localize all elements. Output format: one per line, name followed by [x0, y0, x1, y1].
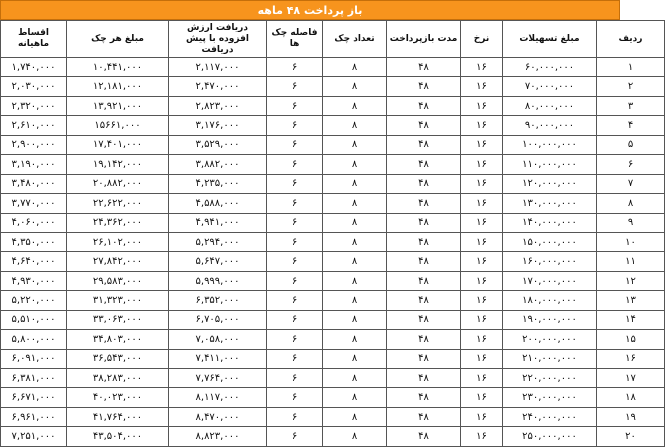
- cell-each-check-amount: ۲۶,۱۰۲,۰۰۰: [67, 232, 169, 251]
- cell-each-check-amount: ۴۱,۷۶۴,۰۰۰: [67, 407, 169, 426]
- cell-check-interval: ۶: [267, 194, 323, 213]
- cell-check-count: ۸: [323, 116, 387, 135]
- table-row: [1, 213, 665, 232]
- cell-check-count: ۸: [323, 58, 387, 77]
- cell-check-interval: ۶: [267, 155, 323, 174]
- table-row: [1, 58, 665, 77]
- table-row: [1, 427, 665, 446]
- cell-repayment-term: ۴۸: [387, 77, 461, 96]
- cell-repayment-term: ۴۸: [387, 427, 461, 446]
- cell-check-interval: ۶: [267, 271, 323, 290]
- cell-row-number: ۱۵: [597, 330, 665, 349]
- cell-check-interval: ۶: [267, 213, 323, 232]
- cell-repayment-term: ۴۸: [387, 155, 461, 174]
- cell-rate: ۱۶: [461, 174, 503, 193]
- cell-check-count: ۸: [323, 194, 387, 213]
- table-title: باز پرداخت ۴۸ ماهه: [0, 0, 620, 20]
- cell-each-check-amount: ۳۴,۸۰۳,۰۰۰: [67, 330, 169, 349]
- cell-loan-amount: ۲۳۰,۰۰۰,۰۰۰: [503, 388, 597, 407]
- header-row: [1, 21, 665, 58]
- table-row: [1, 194, 665, 213]
- cell-rate: ۱۶: [461, 407, 503, 426]
- cell-check-count: ۸: [323, 407, 387, 426]
- cell-each-check-amount: ۳۳,۰۶۳,۰۰۰: [67, 310, 169, 329]
- cell-added-value: ۵,۲۹۴,۰۰۰: [169, 232, 267, 251]
- cell-monthly-installment: ۴,۰۶۰,۰۰۰: [1, 213, 67, 232]
- cell-check-count: ۸: [323, 96, 387, 115]
- cell-added-value: ۶,۷۰۵,۰۰۰: [169, 310, 267, 329]
- cell-check-count: ۸: [323, 369, 387, 388]
- cell-rate: ۱۶: [461, 213, 503, 232]
- cell-added-value: ۳,۸۸۲,۰۰۰: [169, 155, 267, 174]
- table-row: [1, 271, 665, 290]
- cell-loan-amount: ۱۰۰,۰۰۰,۰۰۰: [503, 135, 597, 154]
- cell-row-number: ۱۱: [597, 252, 665, 271]
- cell-added-value: ۲,۴۷۰,۰۰۰: [169, 77, 267, 96]
- cell-row-number: ۱۰: [597, 232, 665, 251]
- cell-check-count: ۸: [323, 174, 387, 193]
- header-row-number: ردیف: [597, 21, 665, 58]
- header-monthly-installment: اقساط ماهیانه: [1, 21, 67, 58]
- cell-check-count: ۸: [323, 232, 387, 251]
- cell-loan-amount: ۸۰,۰۰۰,۰۰۰: [503, 96, 597, 115]
- header-each-check-amount: مبلغ هر چک: [67, 21, 169, 58]
- cell-monthly-installment: ۳,۷۷۰,۰۰۰: [1, 194, 67, 213]
- cell-check-count: ۸: [323, 77, 387, 96]
- table-row: [1, 155, 665, 174]
- cell-repayment-term: ۴۸: [387, 232, 461, 251]
- cell-loan-amount: ۱۹۰,۰۰۰,۰۰۰: [503, 310, 597, 329]
- cell-each-check-amount: ۲۴,۳۶۲,۰۰۰: [67, 213, 169, 232]
- cell-repayment-term: ۴۸: [387, 58, 461, 77]
- cell-repayment-term: ۴۸: [387, 310, 461, 329]
- table-row: [1, 330, 665, 349]
- cell-row-number: ۱۶: [597, 349, 665, 368]
- cell-each-check-amount: ۳۱,۳۲۳,۰۰۰: [67, 291, 169, 310]
- cell-monthly-installment: ۲,۳۲۰,۰۰۰: [1, 96, 67, 115]
- cell-loan-amount: ۱۲۰,۰۰۰,۰۰۰: [503, 174, 597, 193]
- cell-monthly-installment: ۶,۰۹۱,۰۰۰: [1, 349, 67, 368]
- cell-repayment-term: ۴۸: [387, 407, 461, 426]
- cell-row-number: ۵: [597, 135, 665, 154]
- table-row: [1, 135, 665, 154]
- cell-loan-amount: ۲۰۰,۰۰۰,۰۰۰: [503, 330, 597, 349]
- cell-monthly-installment: ۲,۶۱۰,۰۰۰: [1, 116, 67, 135]
- cell-monthly-installment: ۶,۶۷۱,۰۰۰: [1, 388, 67, 407]
- cell-added-value: ۴,۵۸۸,۰۰۰: [169, 194, 267, 213]
- header-check-interval: فاصله چک ها: [267, 21, 323, 58]
- cell-row-number: ۱۲: [597, 271, 665, 290]
- cell-each-check-amount: ۳۶,۵۴۳,۰۰۰: [67, 349, 169, 368]
- cell-rate: ۱۶: [461, 330, 503, 349]
- cell-row-number: ۴: [597, 116, 665, 135]
- cell-check-count: ۸: [323, 213, 387, 232]
- cell-added-value: ۸,۱۱۷,۰۰۰: [169, 388, 267, 407]
- cell-each-check-amount: ۴۳,۵۰۴,۰۰۰: [67, 427, 169, 446]
- cell-added-value: ۵,۶۴۷,۰۰۰: [169, 252, 267, 271]
- cell-each-check-amount: ۲۷,۸۴۲,۰۰۰: [67, 252, 169, 271]
- cell-rate: ۱۶: [461, 427, 503, 446]
- table-row: [1, 388, 665, 407]
- cell-check-interval: ۶: [267, 174, 323, 193]
- cell-check-interval: ۶: [267, 232, 323, 251]
- cell-repayment-term: ۴۸: [387, 174, 461, 193]
- cell-added-value: ۴,۹۴۱,۰۰۰: [169, 213, 267, 232]
- table-row: [1, 174, 665, 193]
- cell-rate: ۱۶: [461, 271, 503, 290]
- cell-check-count: ۸: [323, 310, 387, 329]
- cell-check-interval: ۶: [267, 96, 323, 115]
- cell-monthly-installment: ۶,۳۸۱,۰۰۰: [1, 369, 67, 388]
- cell-row-number: ۲: [597, 77, 665, 96]
- cell-repayment-term: ۴۸: [387, 388, 461, 407]
- cell-row-number: ۲۰: [597, 427, 665, 446]
- cell-rate: ۱۶: [461, 116, 503, 135]
- cell-rate: ۱۶: [461, 77, 503, 96]
- cell-monthly-installment: ۶,۹۶۱,۰۰۰: [1, 407, 67, 426]
- cell-check-interval: ۶: [267, 427, 323, 446]
- cell-added-value: ۵,۹۹۹,۰۰۰: [169, 271, 267, 290]
- cell-row-number: ۶: [597, 155, 665, 174]
- cell-added-value: ۸,۸۲۳,۰۰۰: [169, 427, 267, 446]
- cell-loan-amount: ۷۰,۰۰۰,۰۰۰: [503, 77, 597, 96]
- cell-each-check-amount: ۱۵۶۶۱,۰۰۰: [67, 116, 169, 135]
- cell-check-interval: ۶: [267, 330, 323, 349]
- cell-rate: ۱۶: [461, 232, 503, 251]
- cell-rate: ۱۶: [461, 194, 503, 213]
- cell-repayment-term: ۴۸: [387, 349, 461, 368]
- cell-check-interval: ۶: [267, 58, 323, 77]
- cell-each-check-amount: ۲۰,۸۸۲,۰۰۰: [67, 174, 169, 193]
- cell-monthly-installment: ۴,۶۴۰,۰۰۰: [1, 252, 67, 271]
- cell-monthly-installment: ۳,۱۹۰,۰۰۰: [1, 155, 67, 174]
- cell-added-value: ۲,۱۱۷,۰۰۰: [169, 58, 267, 77]
- cell-added-value: ۴,۲۳۵,۰۰۰: [169, 174, 267, 193]
- table-row: [1, 252, 665, 271]
- cell-monthly-installment: ۷,۲۵۱,۰۰۰: [1, 427, 67, 446]
- cell-loan-amount: ۱۷۰,۰۰۰,۰۰۰: [503, 271, 597, 290]
- cell-repayment-term: ۴۸: [387, 252, 461, 271]
- cell-check-interval: ۶: [267, 291, 323, 310]
- cell-monthly-installment: ۱,۷۴۰,۰۰۰: [1, 58, 67, 77]
- cell-monthly-installment: ۴,۹۳۰,۰۰۰: [1, 271, 67, 290]
- cell-rate: ۱۶: [461, 388, 503, 407]
- cell-check-count: ۸: [323, 271, 387, 290]
- cell-monthly-installment: ۵,۵۱۰,۰۰۰: [1, 310, 67, 329]
- cell-repayment-term: ۴۸: [387, 369, 461, 388]
- cell-rate: ۱۶: [461, 252, 503, 271]
- cell-monthly-installment: ۳,۴۸۰,۰۰۰: [1, 174, 67, 193]
- cell-loan-amount: ۲۱۰,۰۰۰,۰۰۰: [503, 349, 597, 368]
- cell-check-count: ۸: [323, 349, 387, 368]
- cell-each-check-amount: ۱۷,۴۰۱,۰۰۰: [67, 135, 169, 154]
- cell-repayment-term: ۴۸: [387, 194, 461, 213]
- cell-each-check-amount: ۲۲,۶۲۲,۰۰۰: [67, 194, 169, 213]
- header-rate: نرخ: [461, 21, 503, 58]
- cell-each-check-amount: ۳۸,۲۸۳,۰۰۰: [67, 369, 169, 388]
- cell-repayment-term: ۴۸: [387, 330, 461, 349]
- cell-loan-amount: ۱۸۰,۰۰۰,۰۰۰: [503, 291, 597, 310]
- cell-rate: ۱۶: [461, 291, 503, 310]
- cell-check-interval: ۶: [267, 349, 323, 368]
- cell-repayment-term: ۴۸: [387, 271, 461, 290]
- cell-check-interval: ۶: [267, 135, 323, 154]
- cell-rate: ۱۶: [461, 96, 503, 115]
- cell-rate: ۱۶: [461, 310, 503, 329]
- cell-added-value: ۲,۸۲۳,۰۰۰: [169, 96, 267, 115]
- cell-row-number: ۱۴: [597, 310, 665, 329]
- cell-loan-amount: ۲۲۰,۰۰۰,۰۰۰: [503, 369, 597, 388]
- cell-each-check-amount: ۱۳,۹۲۱,۰۰۰: [67, 96, 169, 115]
- cell-repayment-term: ۴۸: [387, 213, 461, 232]
- cell-loan-amount: ۱۳۰,۰۰۰,۰۰۰: [503, 194, 597, 213]
- cell-monthly-installment: ۲,۰۳۰,۰۰۰: [1, 77, 67, 96]
- cell-row-number: ۱۹: [597, 407, 665, 426]
- cell-loan-amount: ۲۴۰,۰۰۰,۰۰۰: [503, 407, 597, 426]
- table-row: [1, 77, 665, 96]
- cell-added-value: ۳,۱۷۶,۰۰۰: [169, 116, 267, 135]
- cell-check-count: ۸: [323, 135, 387, 154]
- table-row: [1, 407, 665, 426]
- table-row: [1, 369, 665, 388]
- cell-check-count: ۸: [323, 427, 387, 446]
- cell-loan-amount: ۱۵۰,۰۰۰,۰۰۰: [503, 232, 597, 251]
- cell-rate: ۱۶: [461, 155, 503, 174]
- header-check-count: تعداد چک: [323, 21, 387, 58]
- cell-row-number: ۸: [597, 194, 665, 213]
- cell-each-check-amount: ۴۰,۰۲۳,۰۰۰: [67, 388, 169, 407]
- cell-check-count: ۸: [323, 252, 387, 271]
- cell-added-value: ۷,۷۶۴,۰۰۰: [169, 369, 267, 388]
- cell-loan-amount: ۱۴۰,۰۰۰,۰۰۰: [503, 213, 597, 232]
- cell-loan-amount: ۱۱۰,۰۰۰,۰۰۰: [503, 155, 597, 174]
- cell-row-number: ۷: [597, 174, 665, 193]
- cell-row-number: ۱: [597, 58, 665, 77]
- cell-check-interval: ۶: [267, 252, 323, 271]
- cell-each-check-amount: ۱۰,۴۴۱,۰۰۰: [67, 58, 169, 77]
- cell-each-check-amount: ۱۲,۱۸۱,۰۰۰: [67, 77, 169, 96]
- cell-row-number: ۱۸: [597, 388, 665, 407]
- cell-added-value: ۳,۵۲۹,۰۰۰: [169, 135, 267, 154]
- cell-loan-amount: ۶۰,۰۰۰,۰۰۰: [503, 58, 597, 77]
- cell-check-interval: ۶: [267, 369, 323, 388]
- cell-repayment-term: ۴۸: [387, 135, 461, 154]
- cell-rate: ۱۶: [461, 349, 503, 368]
- cell-check-count: ۸: [323, 330, 387, 349]
- table-row: [1, 96, 665, 115]
- cell-repayment-term: ۴۸: [387, 291, 461, 310]
- table-row: [1, 349, 665, 368]
- cell-added-value: ۸,۴۷۰,۰۰۰: [169, 407, 267, 426]
- table-row: [1, 232, 665, 251]
- cell-monthly-installment: ۵,۸۰۰,۰۰۰: [1, 330, 67, 349]
- cell-each-check-amount: ۱۹,۱۴۲,۰۰۰: [67, 155, 169, 174]
- cell-rate: ۱۶: [461, 369, 503, 388]
- header-loan-amount: مبلغ تسهیلات: [503, 21, 597, 58]
- cell-check-count: ۸: [323, 388, 387, 407]
- cell-check-interval: ۶: [267, 310, 323, 329]
- cell-added-value: ۶,۳۵۲,۰۰۰: [169, 291, 267, 310]
- cell-check-count: ۸: [323, 291, 387, 310]
- cell-check-interval: ۶: [267, 77, 323, 96]
- cell-row-number: ۱۳: [597, 291, 665, 310]
- cell-loan-amount: ۱۶۰,۰۰۰,۰۰۰: [503, 252, 597, 271]
- cell-added-value: ۷,۴۱۱,۰۰۰: [169, 349, 267, 368]
- cell-monthly-installment: ۲,۹۰۰,۰۰۰: [1, 135, 67, 154]
- cell-check-interval: ۶: [267, 407, 323, 426]
- cell-rate: ۱۶: [461, 58, 503, 77]
- cell-rate: ۱۶: [461, 135, 503, 154]
- cell-loan-amount: ۹۰,۰۰۰,۰۰۰: [503, 116, 597, 135]
- cell-row-number: ۳: [597, 96, 665, 115]
- cell-check-interval: ۶: [267, 116, 323, 135]
- cell-monthly-installment: ۵,۲۲۰,۰۰۰: [1, 291, 67, 310]
- cell-repayment-term: ۴۸: [387, 116, 461, 135]
- cell-repayment-term: ۴۸: [387, 96, 461, 115]
- cell-each-check-amount: ۲۹,۵۸۳,۰۰۰: [67, 271, 169, 290]
- cell-added-value: ۷,۰۵۸,۰۰۰: [169, 330, 267, 349]
- table-row: [1, 116, 665, 135]
- header-added-value: دریافت ارزش افزوده با پیش دریافت: [169, 21, 267, 58]
- repayment-table: [0, 20, 665, 447]
- cell-monthly-installment: ۴,۳۵۰,۰۰۰: [1, 232, 67, 251]
- cell-check-interval: ۶: [267, 388, 323, 407]
- table-row: [1, 291, 665, 310]
- cell-check-count: ۸: [323, 155, 387, 174]
- cell-row-number: ۹: [597, 213, 665, 232]
- header-repayment-term: مدت بازپرداخت: [387, 21, 461, 58]
- cell-row-number: ۱۷: [597, 369, 665, 388]
- table-row: [1, 310, 665, 329]
- cell-loan-amount: ۲۵۰,۰۰۰,۰۰۰: [503, 427, 597, 446]
